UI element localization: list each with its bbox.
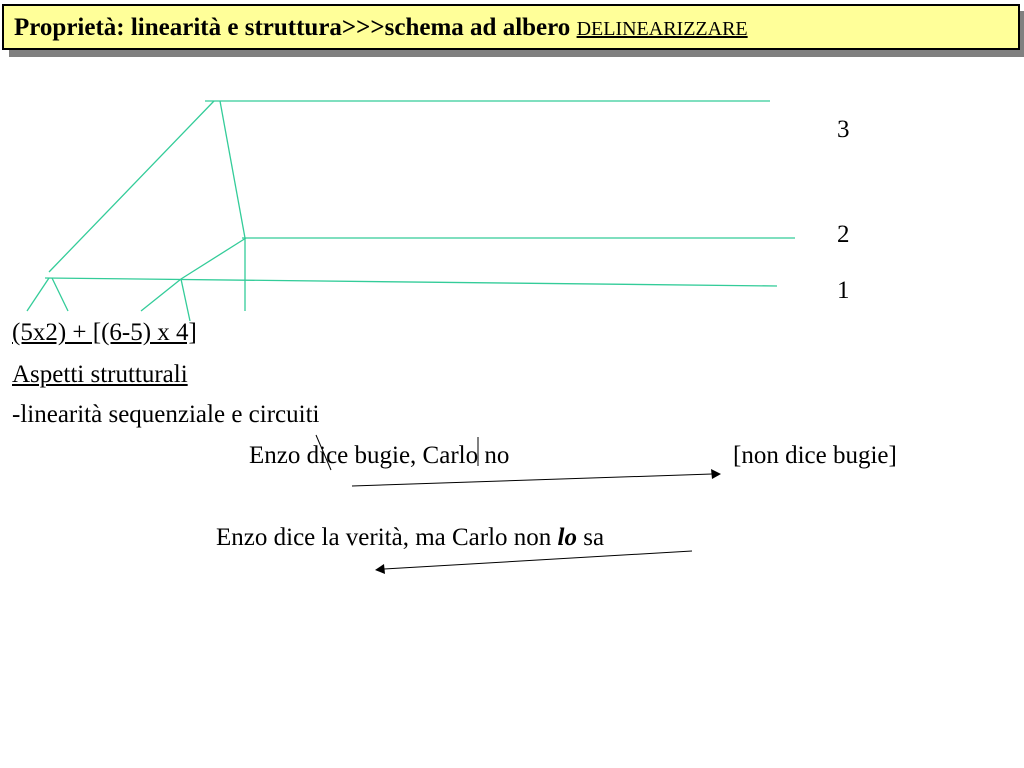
level-label-2: 2 bbox=[837, 221, 850, 248]
forward-arrow-head bbox=[711, 469, 721, 479]
branch-line bbox=[49, 101, 214, 272]
sentence-1-bracket: [non dice bugie] bbox=[733, 442, 897, 469]
level-label-3: 3 bbox=[837, 116, 850, 143]
branch-line bbox=[141, 279, 181, 311]
sentence-2 bbox=[216, 523, 604, 553]
backward-arrow-head bbox=[375, 564, 385, 574]
tree-lines bbox=[27, 101, 795, 321]
branch-line bbox=[45, 278, 777, 286]
expression: (5x2) + [(6-5) x 4] bbox=[12, 319, 197, 346]
sentence-2-pronoun: lo bbox=[557, 524, 577, 551]
branch-line bbox=[52, 278, 68, 311]
sentence-2-before: Enzo dice la verità, ma Carlo non bbox=[216, 524, 558, 551]
branch-line bbox=[181, 238, 246, 279]
subheading: Aspetti strutturali bbox=[12, 361, 188, 388]
title-link-delinearizzare[interactable]: DELINEARIZZARE bbox=[576, 18, 748, 40]
point-linearity: -linearità sequenziale e circuiti bbox=[12, 401, 320, 428]
level-label-1: 1 bbox=[837, 277, 850, 304]
branch-line bbox=[220, 101, 245, 238]
branch-line bbox=[181, 279, 190, 321]
title-main: Proprietà: linearità e struttura>>>schema ad albero bbox=[14, 14, 577, 41]
branch-line bbox=[27, 278, 49, 311]
backward-arrow-line bbox=[384, 551, 692, 569]
sentence-2-after: sa bbox=[577, 524, 605, 551]
forward-arrow-line bbox=[352, 474, 712, 486]
sentence-1: Enzo dice bugie, Carlo no bbox=[249, 442, 510, 469]
